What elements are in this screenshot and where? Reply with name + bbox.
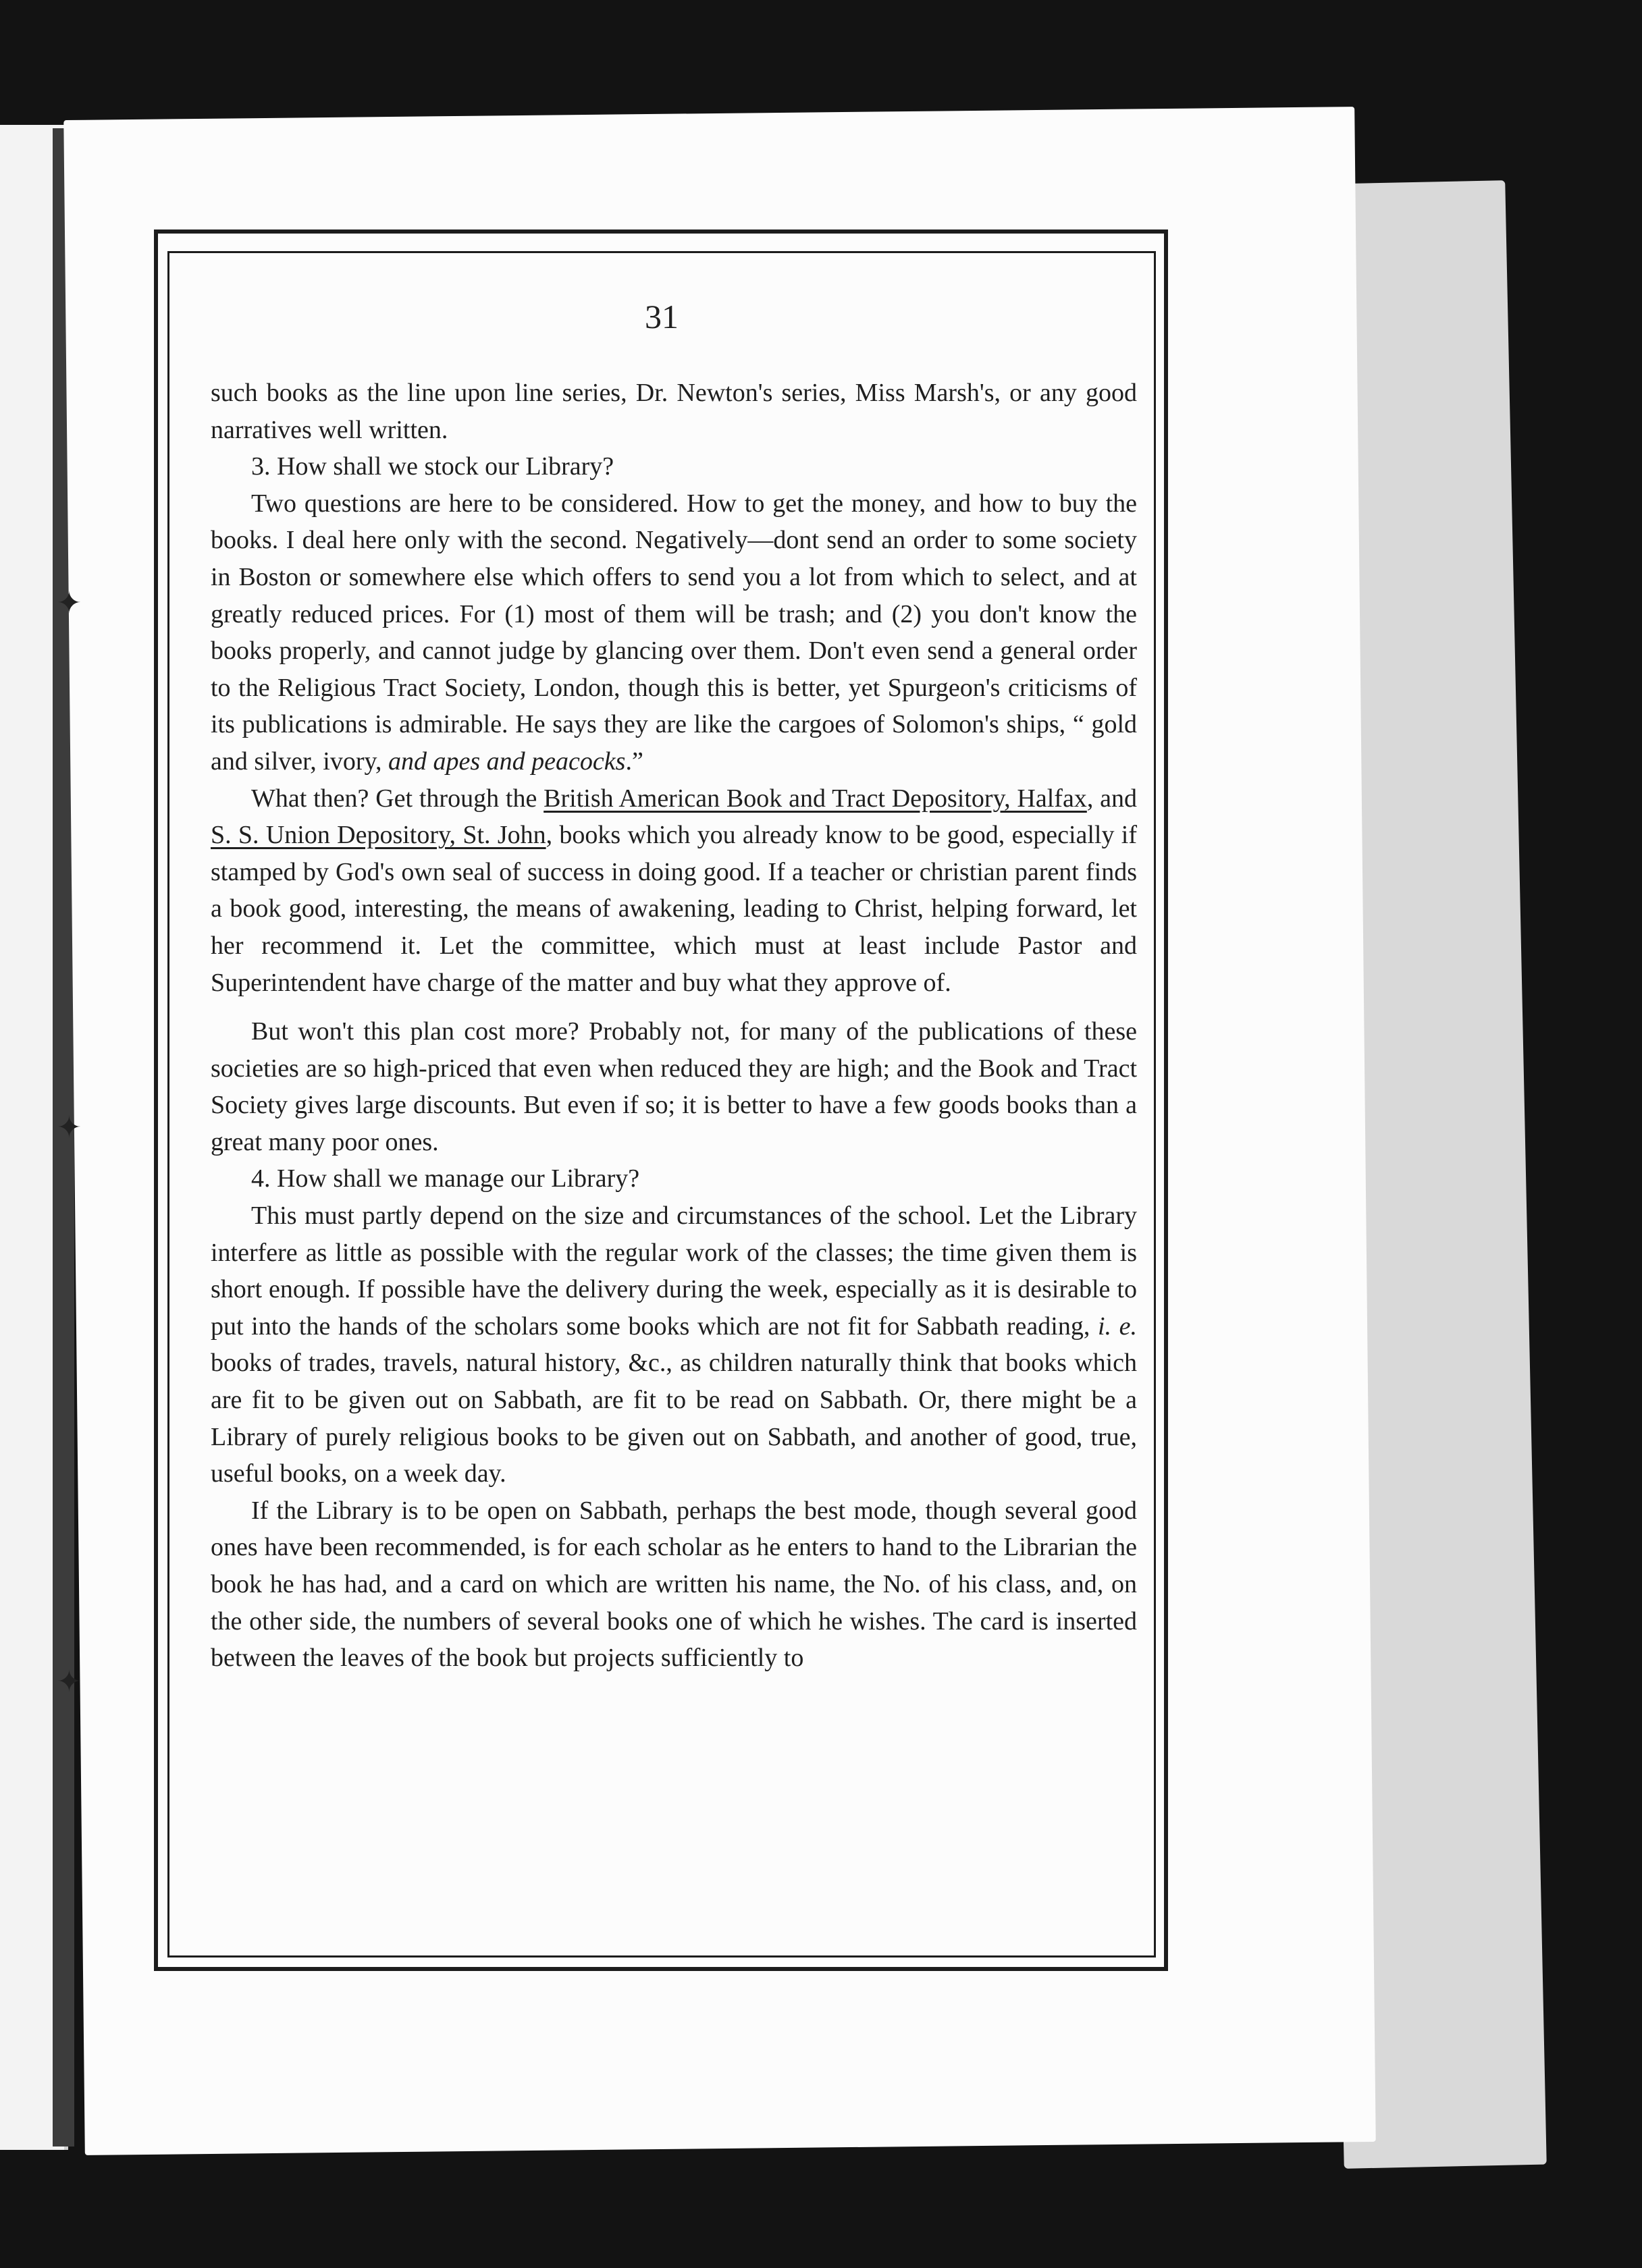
paragraph — [211, 1013, 1137, 1160]
paragraph — [211, 485, 1137, 780]
paragraph — [211, 780, 1137, 1002]
text-run: .” — [625, 747, 643, 776]
text-run: , books which you already know to be good, especially if stamped by God's own seal of success in doing good. If a teacher or christian parent finds a book good, interesting, the means of awakening, leading to Christ, helping forward, let her recommend it. Let the committee, which must at least include Pastor and Superintendent have charge of the matter and buy what they approve of. — [211, 821, 1137, 997]
italic-text: and apes and peacocks — [388, 747, 626, 776]
body-text — [211, 375, 1137, 1677]
text-run: books of trades, travels, natural history, &c., as children naturally think that books which are fit to be given out on Sabbath, are fit to be read on Sabbath. Or, there might be a Library of purely religious books to be given out on Sabbath, and another of good, true, useful books, on a week day. — [211, 1349, 1137, 1488]
paragraph — [211, 375, 1137, 448]
paragraph — [211, 1197, 1137, 1492]
text-run: , and — [1086, 784, 1137, 813]
text-run: What then? Get through the — [251, 784, 544, 813]
underline-text: S. S. Union Depository, St. John — [211, 821, 546, 850]
text-run: But won't this plan cost more? Probably not, for many of the publications of these societies are so high-priced that even when reduced they are high; and the Book and Tract Society gives large discounts. But even if so; it is better to have a few goods books than a great many poor ones. — [211, 1017, 1137, 1156]
binding-stitch-icon: ✦ — [57, 1665, 82, 1698]
binding-stitch-icon: ✦ — [57, 587, 82, 620]
paragraph — [211, 1492, 1137, 1677]
text-run: This must partly depend on the size and circumstances of the school. Let the Library interfere as little as possible with the regular work of the classes; the time given them is short enough. If possible have the delivery during the week, especially as it is desirable to put into the hands of the scholars some books which are not fit for Sabbath reading, — [211, 1202, 1137, 1341]
page-number: 31 — [645, 298, 679, 335]
text-run: 4. How shall we manage our Library? — [251, 1164, 640, 1193]
paragraph — [211, 448, 1137, 485]
text-run: If the Library is to be open on Sabbath, perhaps the best mode, though several good ones have been recommended, is for each scholar as he enters to hand to the Librarian the book he has had, and a card on which are written his name, the No. of his class, and, on the other side, the numbers of several books one of which he wishes. The card is inserted between the leaves of the book but projects sufficiently to — [211, 1496, 1137, 1673]
binding-stitch-icon: ✦ — [57, 1111, 82, 1144]
text-run: Two questions are here to be considered. How to get the money, and how to buy the books. I deal here only with the second. Negatively—dont send an order to some society in Boston or somewhere else which offers to send you a lot from which to select, and at greatly reduced prices. For (1) most of them will be trash; and (2) you don't know the books properly, and cannot judge by glancing over them. Don't even send a general order to the Religious Tract Society, London, though this is better, yet Spurgeon's criticisms of its publications is admirable. He says they are like the cargoes of Solomon's ships, “ gold and silver, ivory, — [211, 489, 1137, 776]
text-run: such books as the line upon line series, Dr. Newton's series, Miss Marsh's, or any good narratives well written. — [211, 379, 1137, 444]
italic-text: i. e. — [1097, 1312, 1137, 1341]
underline-text: British American Book and Tract Depository, Halfax — [544, 784, 1087, 813]
text-run: 3. How shall we stock our Library? — [251, 452, 614, 481]
paragraph — [211, 1160, 1137, 1197]
